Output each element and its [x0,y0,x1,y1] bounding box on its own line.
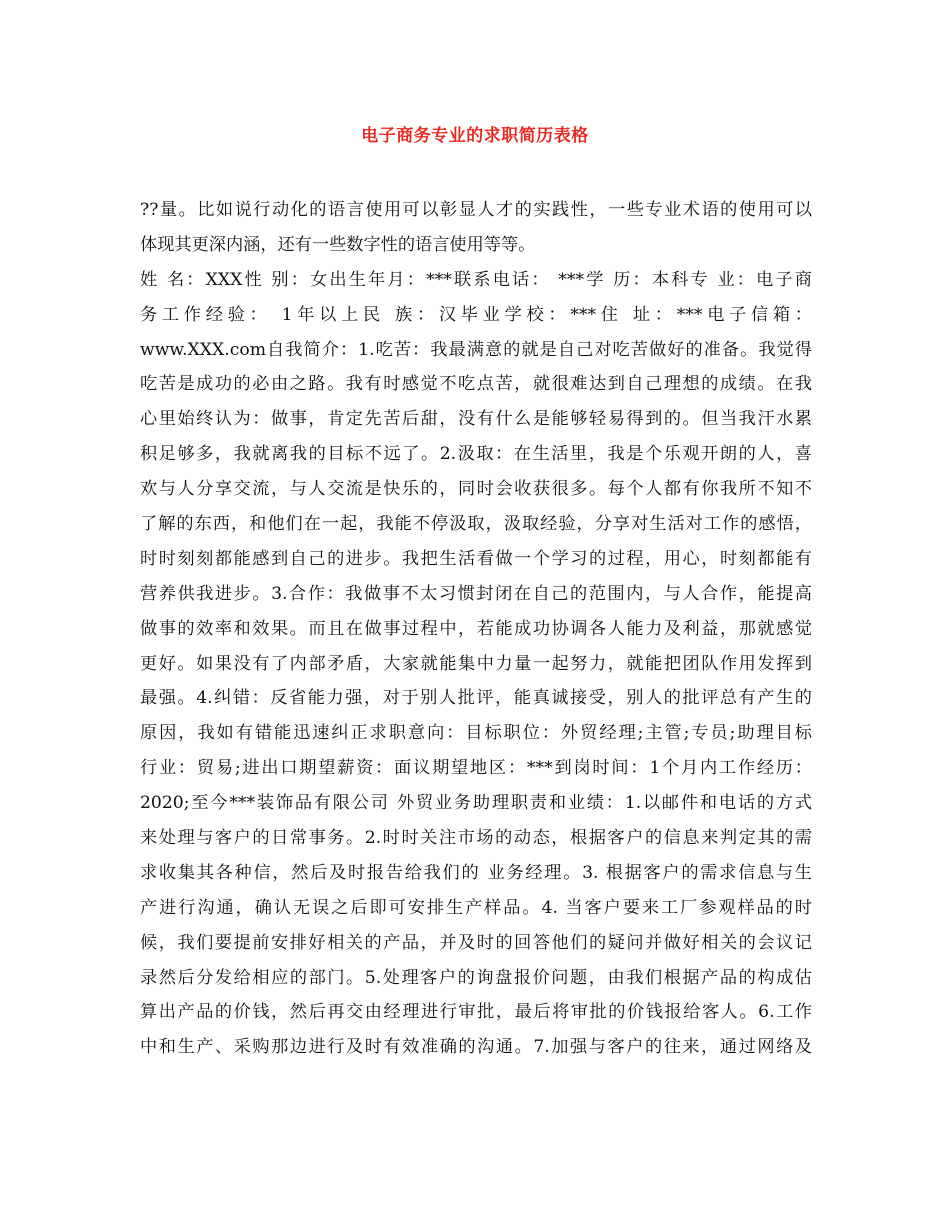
body-line: 算出产品的价钱，然后再交由经理进行审批，最后将审批的价钱报给客人。6.工作 [140,1002,812,1023]
body-line: 营养供我进步。3.合作：我做事不太习惯封闭在自己的范围内，与人合作，能提高 [140,583,812,604]
body-line: ??量。比如说行动化的语言使用可以彰显人才的实践性，一些专业术语的使用可以 [140,200,812,220]
body-line: 行业：贸易;进出口期望薪资：面议期望地区：***到岗时间：1个月内工作经历： [140,758,812,779]
body-line: 产进行沟通，确认无误之后即可安排生产样品。4. 当客户要来工厂参观样品的时 [140,897,812,918]
body-line: www.XXX.com自我简介：1.吃苦：我最满意的就是自己对吃苦做好的准备。我觉得 [140,339,812,360]
body-line: 原因，我如有错能迅速纠正求职意向：目标职位：外贸经理;主管;专员;助理目标 [140,723,812,744]
body-line: 欢与人分享交流，与人交流是快乐的，同时会收获很多。每个人都有你我所不知不 [140,479,812,500]
body-line: 积足够多，我就离我的目标不远了。2.汲取：在生活里，我是个乐观开朗的人，喜 [140,444,812,465]
body-line: 中和生产、采购那边进行及时有效准确的沟通。7.加强与客户的往来，通过网络及 [140,1037,812,1058]
body-line: 录然后分发给相应的部门。5.处理客户的询盘报价问题，由我们根据产品的构成估 [140,967,812,988]
body-line: 体现其更深内涵，还有一些数字性的语言使用等等。 [140,234,536,255]
body-line: 时时刻刻都能感到自己的进步。我把生活看做一个学习的过程，用心，时刻都能有 [140,548,812,569]
body-line: 心里始终认为：做事，肯定先苦后甜，没有什么是能够轻易得到的。但当我汗水累 [140,409,812,430]
body-line: 求收集其各种信，然后及时报告给我们的 业务经理。3. 根据客户的需求信息与生 [140,862,812,883]
document-body [140,193,812,1065]
body-line: 做事的效率和效果。而且在做事过程中，若能成功协调各人能力及利益，那就感觉 [140,618,812,639]
body-line: 吃苦是成功的必由之路。我有时感觉不吃点苦，就很难达到自己理想的成绩。在我 [140,374,812,395]
body-line: 最强。4.纠错：反省能力强，对于别人批评，能真诚接受，别人的批评总有产生的 [140,688,812,709]
body-line: 候，我们要提前安排好相关的产品，并及时的回答他们的疑问并做好相关的会议记 [140,932,812,953]
body-line: 更好。如果没有了内部矛盾，大家就能集中力量一起努力，就能把团队作用发挥到 [140,653,812,674]
body-line: 来处理与客户的日常事务。2.时时关注市场的动态，根据客户的信息来判定其的需 [140,828,812,849]
body-line: 2020;至今***装饰品有限公司 外贸业务助理职责和业绩：1.以邮件和电话的方式 [140,793,812,814]
body-line: 姓 名：XXX性 别：女出生年月：***联系电话： ***学 历：本科专 业：电子商 [140,269,812,290]
body-line: 务工作经验： 1年以上民 族：汉毕业学校：***住 址：***电子信箱： [140,304,812,325]
body-line: 了解的东西，和他们在一起，我能不停汲取，汲取经验，分享对生活对工作的感悟， [140,514,812,535]
document-title: 电子商务专业的求职简历表格 [361,126,589,146]
